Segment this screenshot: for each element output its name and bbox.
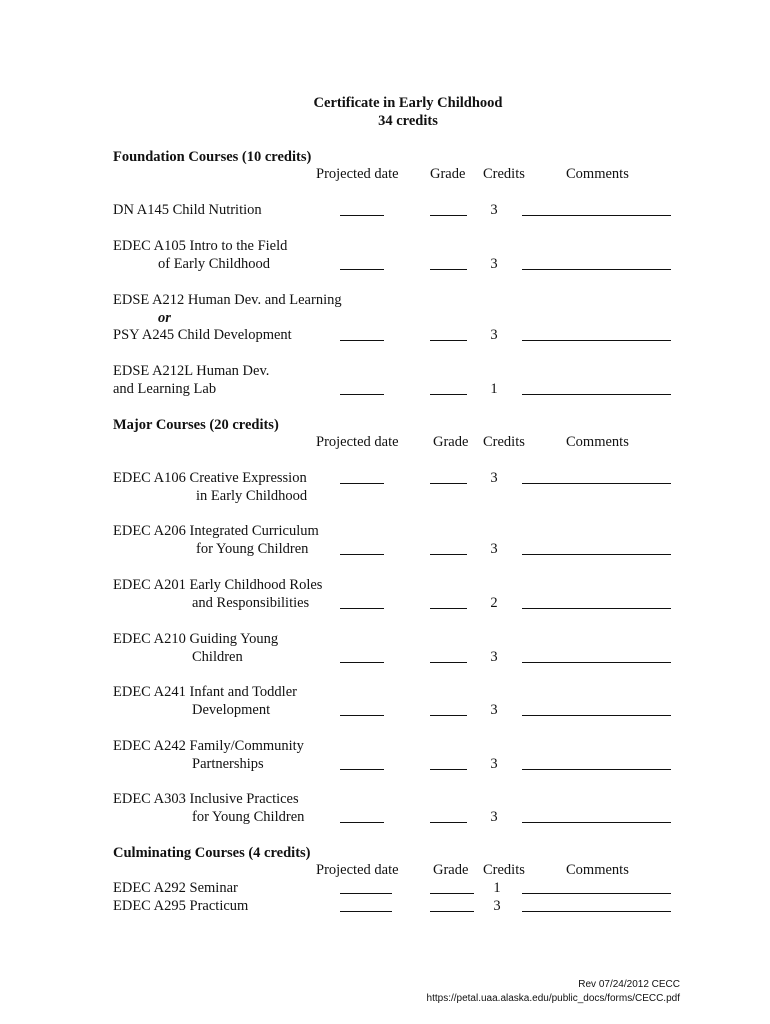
- section-heading-major: Major Courses (20 credits): [113, 417, 279, 433]
- course-line: and Responsibilities: [192, 595, 310, 611]
- comments-field[interactable]: [522, 483, 671, 484]
- col-projected-date: Projected date: [316, 434, 399, 450]
- comments-field[interactable]: [522, 662, 671, 663]
- col-comments: Comments: [566, 434, 629, 450]
- projected-date-field[interactable]: [340, 394, 384, 395]
- course-line: EDSE A212L Human Dev.: [113, 363, 270, 379]
- course-credits: 3: [490, 756, 498, 772]
- course-line: EDEC A303 Inclusive Practices: [113, 791, 299, 807]
- projected-date-field[interactable]: [340, 340, 384, 341]
- grade-field[interactable]: [430, 483, 467, 484]
- course-line: EDEC A295 Practicum: [113, 898, 249, 914]
- course-line: EDEC A105 Intro to the Field: [113, 238, 288, 254]
- projected-date-field[interactable]: [340, 769, 384, 770]
- section-heading-foundation: Foundation Courses (10 credits): [113, 149, 312, 165]
- grade-field[interactable]: [430, 715, 467, 716]
- grade-field[interactable]: [430, 215, 467, 216]
- grade-field[interactable]: [430, 893, 474, 894]
- source-url: https://petal.uaa.alaska.edu/public_docs/forms/CECC.pdf: [426, 993, 680, 1004]
- grade-field[interactable]: [430, 340, 467, 341]
- course-line: for Young Children: [192, 809, 305, 825]
- or-connector: or: [158, 310, 171, 326]
- course-line: Development: [192, 702, 271, 718]
- course-credits: 3: [490, 541, 498, 557]
- course-credits: 3: [490, 702, 498, 718]
- section-heading-culminating: Culminating Courses (4 credits): [113, 845, 311, 861]
- course-line: EDEC A206 Integrated Curriculum: [113, 523, 319, 539]
- projected-date-field[interactable]: [340, 608, 384, 609]
- course-line: EDEC A201 Early Childhood Roles: [113, 577, 323, 593]
- col-comments: Comments: [566, 166, 629, 182]
- course-line: EDSE A212 Human Dev. and Learning: [113, 292, 342, 308]
- grade-field[interactable]: [430, 822, 467, 823]
- projected-date-field[interactable]: [340, 715, 384, 716]
- grade-field[interactable]: [430, 769, 467, 770]
- comments-field[interactable]: [522, 215, 671, 216]
- course-credits: 3: [490, 809, 498, 825]
- grade-field[interactable]: [430, 911, 474, 912]
- grade-field[interactable]: [430, 394, 467, 395]
- course-credits: 2: [490, 595, 498, 611]
- projected-date-field[interactable]: [340, 269, 384, 270]
- course-line: DN A145 Child Nutrition: [113, 202, 262, 218]
- course-line: and Learning Lab: [113, 381, 217, 397]
- course-credits: 3: [490, 649, 498, 665]
- col-grade: Grade: [430, 166, 466, 182]
- comments-field[interactable]: [522, 554, 671, 555]
- course-line: EDEC A292 Seminar: [113, 880, 238, 896]
- projected-date-field[interactable]: [340, 911, 392, 912]
- projected-date-field[interactable]: [340, 893, 392, 894]
- course-line: of Early Childhood: [158, 256, 270, 272]
- grade-field[interactable]: [430, 269, 467, 270]
- col-grade: Grade: [433, 434, 469, 450]
- course-credits: 1: [493, 880, 501, 896]
- course-line: EDEC A106 Creative Expression: [113, 470, 307, 486]
- projected-date-field[interactable]: [340, 554, 384, 555]
- col-credits: Credits: [483, 434, 525, 450]
- projected-date-field[interactable]: [340, 822, 384, 823]
- document-subtitle: 34 credits: [378, 113, 438, 129]
- course-line: EDEC A210 Guiding Young: [113, 631, 279, 647]
- course-credits: 3: [490, 202, 498, 218]
- comments-field[interactable]: [522, 822, 671, 823]
- col-comments: Comments: [566, 862, 629, 878]
- course-credits: 3: [490, 327, 498, 343]
- course-credits: 3: [490, 470, 498, 486]
- projected-date-field[interactable]: [340, 662, 384, 663]
- course-line: EDEC A241 Infant and Toddler: [113, 684, 297, 700]
- grade-field[interactable]: [430, 662, 467, 663]
- course-line: Partnerships: [192, 756, 264, 772]
- document-title: Certificate in Early Childhood: [313, 95, 503, 111]
- grade-field[interactable]: [430, 554, 467, 555]
- course-line: Children: [192, 649, 243, 665]
- course-line: PSY A245 Child Development: [113, 327, 292, 343]
- grade-field[interactable]: [430, 608, 467, 609]
- course-credits: 1: [490, 381, 498, 397]
- col-projected-date: Projected date: [316, 166, 399, 182]
- comments-field[interactable]: [522, 269, 671, 270]
- comments-field[interactable]: [522, 911, 671, 912]
- projected-date-field[interactable]: [340, 483, 384, 484]
- course-line: for Young Children: [196, 541, 309, 557]
- revision-note: Rev 07/24/2012 CECC: [578, 979, 680, 990]
- course-credits: 3: [490, 256, 498, 272]
- course-credits: 3: [493, 898, 501, 914]
- comments-field[interactable]: [522, 715, 671, 716]
- col-credits: Credits: [483, 166, 525, 182]
- comments-field[interactable]: [522, 394, 671, 395]
- projected-date-field[interactable]: [340, 215, 384, 216]
- comments-field[interactable]: [522, 769, 671, 770]
- col-credits: Credits: [483, 862, 525, 878]
- comments-field[interactable]: [522, 608, 671, 609]
- course-line: EDEC A242 Family/Community: [113, 738, 304, 754]
- col-projected-date: Projected date: [316, 862, 399, 878]
- comments-field[interactable]: [522, 893, 671, 894]
- course-line: in Early Childhood: [196, 488, 308, 504]
- col-grade: Grade: [433, 862, 469, 878]
- comments-field[interactable]: [522, 340, 671, 341]
